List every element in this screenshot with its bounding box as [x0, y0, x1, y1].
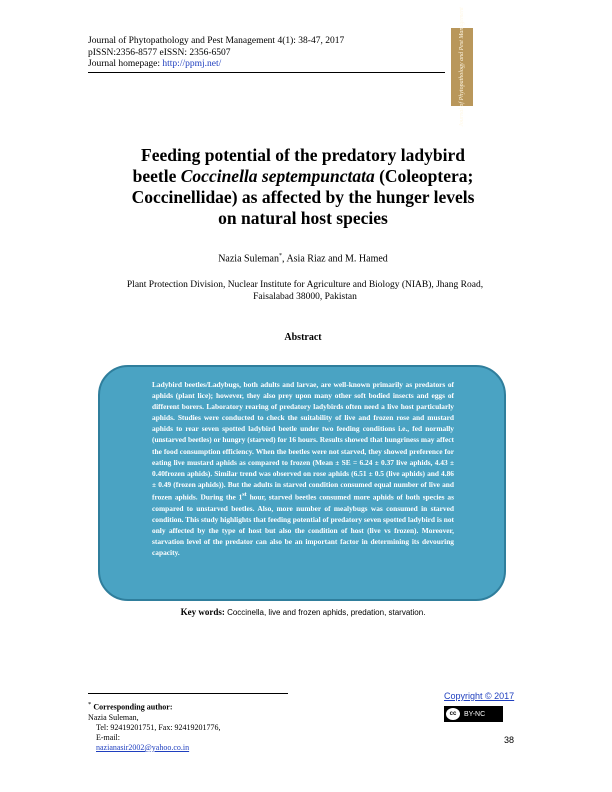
footnote-author-line: [88, 700, 348, 723]
footnote-phone-fax: Tel: 92419201751, Fax: 92419201776,: [96, 722, 221, 732]
footnote-email-label: E-mail:: [96, 732, 120, 742]
keywords: [88, 607, 518, 617]
abstract-text: [152, 379, 454, 558]
creative-commons-icon: cc: [446, 708, 460, 720]
species-name: Coccinella septempunctata: [180, 166, 375, 186]
abstract-text-part-1: Ladybird beetles/Ladybugs, both adults and larvae, are well-known primarily as predators of aphids (plant lice); however, they also prey upon many other soft bodied insects and eggs of different borers. Laboratory rearing of predatory ladybirds often need a live host particularly aphids. Studies were conducted to check the suitability of live and frozen rose and mustard aphids to rear seven spotted ladybird beetle under two feeding conditions i.e., fed normally (unstarved beetles) or hungry (starved) for 16 hours. Results showed that hungriness may affect the food consumption efficiency. When the beetles were not starved, they showed preference for eating live mustard aphids as compared to frozen (Mean ± SE = 6.24 ± 0.37 live aphids, 4.43 ± 0.40frozen aphids). Similar trend was observed on rose aphids (6.51 ± 0.5 (live aphids) and 4.86 ± 0.49 (frozen aphids)). But the adults in starved condition consumed equal number of live and frozen aphids. During the 1: [152, 380, 454, 502]
affiliation-line-2: Faisalabad 38000, Pakistan: [253, 292, 357, 302]
paper-title: [88, 145, 518, 229]
journal-citation: Journal of Phytopathology and Pest Management 4(1): 38-47, 2017: [88, 36, 345, 46]
title-line-2-prefix: beetle: [132, 166, 181, 186]
abstract-heading: Abstract: [284, 332, 322, 343]
cc-license-label: BY-NC: [464, 710, 486, 718]
author-list: [88, 253, 518, 264]
affiliation-line-1: Plant Protection Division, Nuclear Institute for Agriculture and Biology (NIAB), Jhang Road,: [126, 280, 484, 290]
email-link[interactable]: nazianasir2002@yahoo.co.in: [96, 742, 190, 752]
homepage-label: Journal homepage:: [88, 59, 163, 69]
homepage-link[interactable]: http://ppmj.net/: [162, 59, 222, 69]
journal-logo-text: Journal of Phytopathology and Pest Management: [459, 7, 465, 127]
cc-license-badge[interactable]: [444, 706, 503, 722]
copyright-link[interactable]: Copyright © 2017: [444, 691, 515, 701]
abstract-box: [98, 365, 506, 601]
footnote-email-line: [88, 733, 348, 753]
homepage-line: [88, 59, 448, 71]
footnote-mark: *: [88, 701, 92, 708]
title-line-4: on natural host species: [218, 208, 388, 228]
journal-logo: [451, 7, 473, 127]
title-line-2: [133, 166, 474, 186]
abstract-superscript: st: [242, 491, 247, 498]
keywords-label: Key words:: [180, 607, 228, 617]
title-line-2-suffix: (Coleoptera;: [374, 166, 474, 186]
corresponding-mark: *: [279, 253, 282, 259]
author-name-1: Nazia Suleman: [218, 253, 279, 265]
abstract-text-part-2: hour, starved beetles consumed more aphids of both species as compared to unstarved beetles. Also, more number of mealybugs was consumed in starved condition. This study highlights that feeding potential of predatory seven spotted ladybird is not only affected by the type of host but also the condition of host (live vs frozen). Moreover, starvation level of the predator can also be an important factor in determining its devouring capacity.: [152, 492, 454, 557]
keywords-text: Coccinella, live and frozen aphids, predation, starvation.: [227, 608, 426, 617]
page-number: 38: [504, 735, 515, 745]
journal-header: [88, 36, 448, 71]
header-rule: [88, 72, 445, 73]
footnote-rule: [88, 693, 288, 694]
title-line-3: Coccinellidae) as affected by the hunger levels: [131, 187, 475, 207]
footnote-label: Corresponding author:: [91, 702, 173, 712]
title-line-1: Feeding potential of the predatory ladybird: [141, 145, 465, 165]
affiliation: [110, 279, 500, 303]
issn-line: pISSN:2356-8577 eISSN: 2356-6507: [88, 47, 231, 58]
footnote-author-name: Nazia Suleman,: [88, 712, 139, 722]
corresponding-author-footnote: [88, 700, 348, 753]
author-names-rest: , Asia Riaz and M. Hamed: [282, 253, 388, 265]
